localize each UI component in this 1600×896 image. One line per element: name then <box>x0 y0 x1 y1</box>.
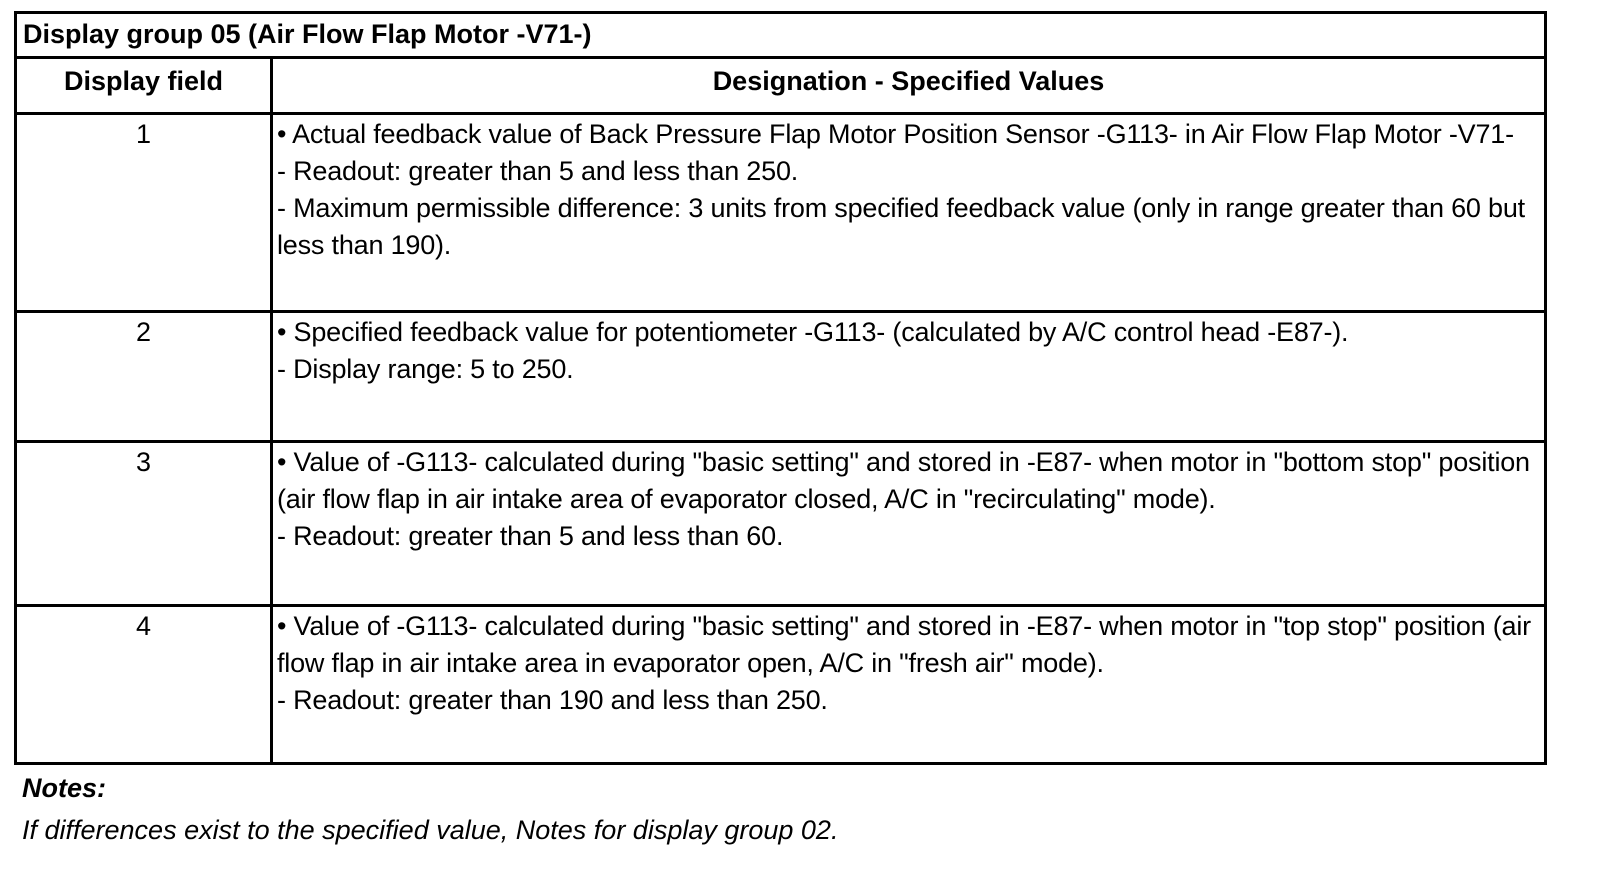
notes-section <box>14 769 1547 849</box>
designation-line: • Actual feedback value of Back Pressure Flap Motor Position Sensor -G113- in Air Flow Flap Motor -V71- <box>277 119 1514 149</box>
notes-title: Notes: <box>22 773 107 803</box>
designation-line: • Value of -G113- calculated during "basic setting" and stored in -E87- when motor in "bottom stop" position (air flow flap in air intake area of evaporator closed, A/C in "recirculating" mode). <box>277 447 1530 514</box>
header-display-field: Display field <box>16 58 272 114</box>
specification-table <box>14 11 1547 765</box>
designation-line: • Value of -G113- calculated during "basic setting" and stored in -E87- when motor in "top stop" position (air flow flap in air intake area in evaporator open, A/C in "fresh air" mode). <box>277 611 1531 678</box>
header-designation: Designation - Specified Values <box>272 58 1546 114</box>
display-field-cell: 2 <box>16 312 272 442</box>
title-row <box>16 13 1546 58</box>
table-row <box>16 606 1546 764</box>
designation-line: - Maximum permissible difference: 3 units from specified feedback value (only in range greater than 60 but less than 190). <box>277 193 1525 260</box>
table-row <box>16 312 1546 442</box>
table-row <box>16 442 1546 606</box>
display-field-cell: 3 <box>16 442 272 606</box>
designation-cell <box>272 312 1546 442</box>
designation-line: - Readout: greater than 5 and less than 60. <box>277 521 784 551</box>
display-field-cell: 1 <box>16 114 272 312</box>
header-row <box>16 58 1546 114</box>
designation-line: - Readout: greater than 5 and less than 250. <box>277 156 799 186</box>
designation-line: - Readout: greater than 190 and less than 250. <box>277 685 828 715</box>
designation-cell <box>272 442 1546 606</box>
designation-cell <box>272 114 1546 312</box>
table-row <box>16 114 1546 312</box>
designation-line: - Display range: 5 to 250. <box>277 354 574 384</box>
notes-text: If differences exist to the specified value, Notes for display group 02. <box>22 815 839 845</box>
display-field-cell: 4 <box>16 606 272 764</box>
designation-line: • Specified feedback value for potentiometer -G113- (calculated by A/C control head -E87-). <box>277 317 1349 347</box>
table-title: Display group 05 (Air Flow Flap Motor -V71-) <box>16 13 1546 58</box>
document <box>14 11 1547 849</box>
designation-cell <box>272 606 1546 764</box>
